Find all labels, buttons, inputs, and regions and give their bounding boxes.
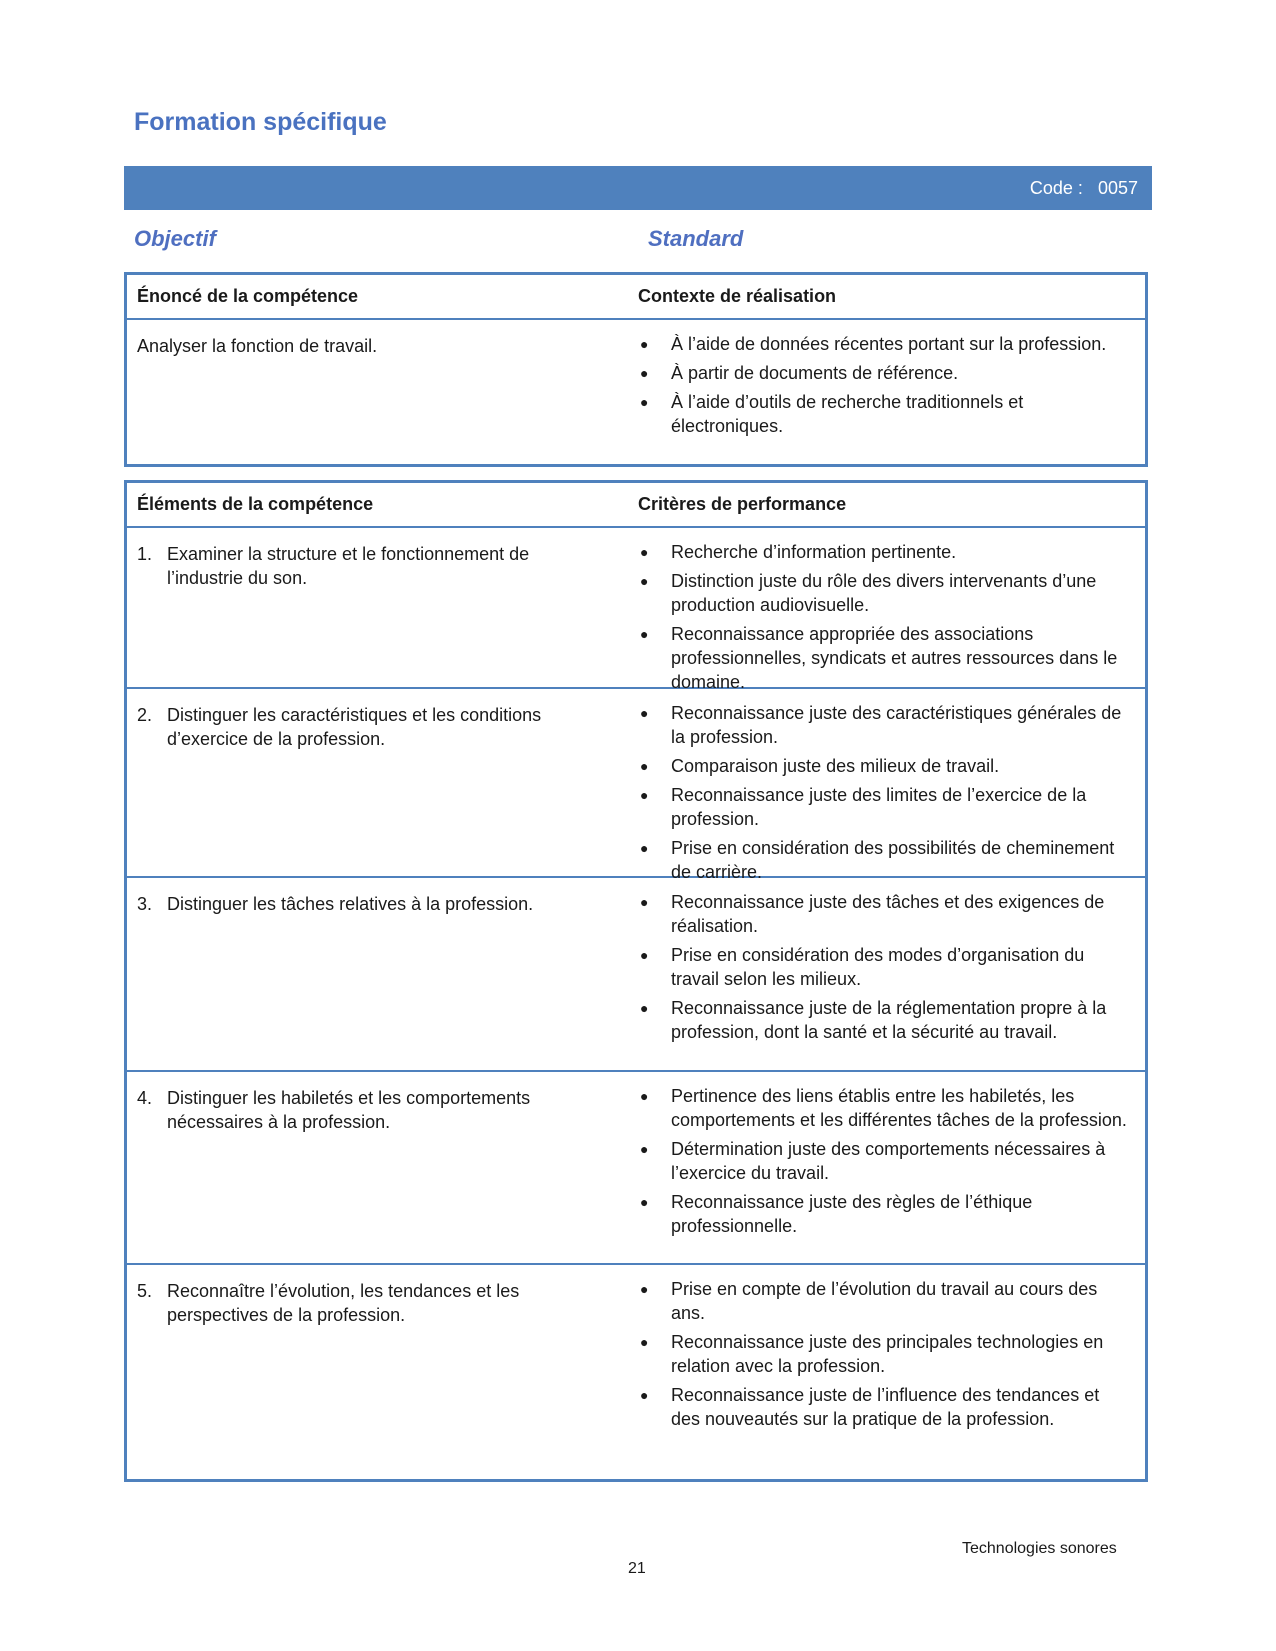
table-row	[127, 528, 1145, 692]
bullet-icon: ●	[640, 705, 649, 721]
element-number: 4.	[137, 1088, 153, 1108]
contexte-header: Contexte de réalisation	[638, 286, 837, 306]
list-item: ● Reconnaissance appropriée des associations professionnelles, syndicats et autres ressources dans le domaine.	[640, 624, 1118, 692]
criteres-list	[638, 540, 1131, 694]
list-item: ● Reconnaissance juste des caractéristiques générales de la profession.	[640, 703, 1122, 747]
list-item: ● Reconnaissance juste de l’influence des tendances et des nouveautés sur la pratique de la profession.	[640, 1385, 1100, 1429]
elements-table	[124, 480, 1148, 1482]
bullet-icon: ●	[640, 1334, 649, 1350]
table-row	[127, 1265, 1145, 1455]
bullet-icon: ●	[640, 544, 649, 560]
list-item: ● Prise en considération des modes d’organisation du travail selon les milieux.	[640, 945, 1085, 989]
list-item: ● Pertinence des liens établis entre les habiletés, les comportements et les différentes tâches de la profession.	[640, 1086, 1127, 1130]
table-row	[127, 1072, 1145, 1265]
bullet-icon: ●	[640, 336, 649, 352]
elements-table-header	[127, 483, 1145, 528]
table-row	[127, 689, 1145, 882]
enonce-table	[124, 272, 1148, 467]
list-item: ● Reconnaissance juste des tâches et des exigences de réalisation.	[640, 892, 1105, 936]
criteres-list	[638, 1084, 1131, 1238]
list-item: ● Reconnaissance juste des principales technologies en relation avec la profession.	[640, 1332, 1104, 1376]
enonce-row	[127, 320, 1145, 443]
bullet-icon: ●	[640, 1387, 649, 1403]
criteres-list	[638, 890, 1131, 1044]
list-item: ● Reconnaissance juste des limites de l’exercice de la profession.	[640, 785, 1087, 829]
element-text: Examiner la structure et le fonctionnement de l’industrie du son.	[167, 544, 530, 588]
list-item: ● Détermination juste des comportements nécessaires à l’exercice du travail.	[640, 1139, 1106, 1183]
enonce-text: Analyser la fonction de travail.	[137, 336, 378, 356]
bullet-icon: ●	[640, 787, 649, 803]
list-item: ● Reconnaissance juste de la réglementation propre à la profession, dont la santé et la sécurité au travail.	[640, 998, 1107, 1042]
list-item: ● À l’aide de données récentes portant sur la profession.	[640, 334, 1107, 354]
bullet-icon: ●	[640, 1281, 649, 1297]
list-item: ● Distinction juste du rôle des divers intervenants d’une production audiovisuelle.	[640, 571, 1097, 615]
bullet-icon: ●	[640, 758, 649, 774]
criteres-list	[638, 701, 1131, 884]
bullet-icon: ●	[640, 1194, 649, 1210]
bullet-icon: ●	[640, 573, 649, 589]
table-row	[127, 878, 1145, 1072]
header-bar	[124, 166, 1152, 210]
list-item: ● Comparaison juste des milieux de travail.	[640, 756, 1000, 776]
list-item: ● Prise en compte de l’évolution du travail au cours des ans.	[640, 1279, 1098, 1323]
list-item: ● Recherche d’information pertinente.	[640, 542, 957, 562]
code-value: 0057	[1097, 178, 1138, 198]
element-text: Reconnaître l’évolution, les tendances et les perspectives de la profession.	[167, 1281, 520, 1325]
objectif-heading: Objectif	[134, 226, 216, 251]
enonce-table-header	[127, 275, 1145, 320]
list-item: ● À l’aide d’outils de recherche traditionnels et électroniques.	[640, 392, 1024, 436]
list-item: ● À partir de documents de référence.	[640, 363, 959, 383]
bullet-icon: ●	[640, 1141, 649, 1157]
standard-heading: Standard	[648, 226, 744, 251]
bullet-icon: ●	[640, 394, 649, 410]
footer-program: Technologies sonores	[962, 1540, 1117, 1557]
bullet-icon: ●	[640, 1088, 649, 1104]
list-item: ● Prise en considération des possibilités de cheminement de carrière.	[640, 838, 1115, 882]
contexte-list	[638, 332, 1131, 438]
element-number: 3.	[137, 894, 153, 914]
list-item: ● Reconnaissance juste des règles de l’éthique professionnelle.	[640, 1192, 1033, 1236]
element-number: 5.	[137, 1281, 153, 1301]
bullet-icon: ●	[640, 626, 649, 642]
bullet-icon: ●	[640, 894, 649, 910]
element-number: 2.	[137, 705, 153, 725]
element-text: Distinguer les tâches relatives à la profession.	[167, 894, 534, 914]
bullet-icon: ●	[640, 840, 649, 856]
bullet-icon: ●	[640, 1000, 649, 1016]
element-text: Distinguer les caractéristiques et les conditions d’exercice de la profession.	[167, 705, 542, 749]
criteres-header: Critères de performance	[638, 494, 847, 514]
elements-header: Éléments de la compétence	[137, 494, 374, 514]
page-number: 21	[628, 1560, 646, 1577]
criteres-list	[638, 1277, 1131, 1431]
bullet-icon: ●	[640, 365, 649, 381]
element-number: 1.	[137, 544, 153, 564]
code-label: Code : 0057	[1029, 178, 1138, 198]
bullet-icon: ●	[640, 947, 649, 963]
section-title: Formation spécifique	[134, 108, 387, 136]
element-text: Distinguer les habiletés et les comportements nécessaires à la profession.	[167, 1088, 531, 1132]
enonce-header: Énoncé de la compétence	[137, 286, 359, 306]
